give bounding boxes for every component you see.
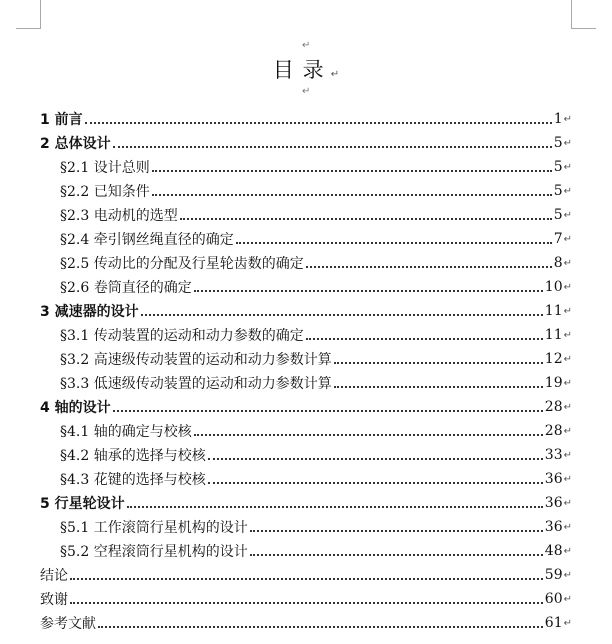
toc-entry-page-number: 11	[544, 303, 563, 319]
toc-entry-label: §2.5 传动比的分配及行星轮齿数的确定	[60, 256, 304, 272]
toc-entry-page-number: 5	[553, 135, 563, 151]
paragraph-mark-icon: ↵	[563, 473, 572, 485]
toc-entry-label: 3 减速器的设计	[40, 304, 139, 320]
toc-dot-leader	[98, 626, 543, 628]
toc-entry-label: 2 总体设计	[40, 136, 111, 152]
paragraph-mark-icon: ↵	[563, 425, 572, 437]
toc-entry[interactable]	[40, 491, 572, 515]
toc-entry[interactable]	[40, 347, 572, 371]
toc-entry-page-number: 12	[544, 351, 563, 367]
toc-dot-leader	[236, 242, 552, 244]
toc-entry[interactable]	[40, 179, 572, 203]
toc-entry[interactable]	[40, 563, 572, 587]
toc-dot-leader	[141, 314, 543, 316]
toc-dot-leader	[250, 554, 543, 556]
paragraph-mark-icon: ↵	[563, 257, 572, 269]
toc-entry[interactable]	[40, 131, 572, 155]
toc-dot-leader	[334, 386, 543, 388]
toc-entry-label: 参考文献	[40, 616, 96, 632]
toc-entry-label: §4.1 轴的确定与校核	[60, 424, 192, 440]
toc-entry-page-number: 5	[553, 183, 563, 199]
page-corner-mark-top-right	[571, 0, 596, 29]
toc-entry-label: §4.3 花键的选择与校核	[60, 472, 206, 488]
toc-entry-label: §2.3 电动机的选型	[60, 208, 178, 224]
toc-entry-label: 结论	[40, 568, 68, 584]
paragraph-mark-icon: ↵	[330, 69, 340, 80]
toc-dot-leader	[127, 506, 543, 508]
toc-entry-page-number: 48	[544, 543, 563, 559]
toc-entry[interactable]	[40, 515, 572, 539]
toc-entry[interactable]	[40, 419, 572, 443]
toc-entry[interactable]	[40, 107, 572, 131]
paragraph-mark-icon: ↵	[563, 377, 572, 389]
toc-entry-page-number: 28	[544, 423, 563, 439]
toc-entry-label: §4.2 轴承的选择与校核	[60, 448, 206, 464]
toc-dot-leader	[180, 218, 552, 220]
paragraph-mark-icon: ↵	[563, 113, 572, 125]
toc-dot-leader	[113, 146, 552, 148]
toc-entry[interactable]	[40, 251, 572, 275]
table-of-contents	[40, 107, 572, 635]
paragraph-mark-icon: ↵	[302, 40, 311, 51]
toc-entry-page-number: 36	[544, 471, 563, 487]
toc-entry-page-number: 28	[544, 399, 563, 415]
toc-title-text: 目 录	[272, 58, 325, 82]
toc-entry-page-number: 19	[544, 375, 563, 391]
paragraph-mark-icon: ↵	[563, 329, 572, 341]
toc-dot-leader	[306, 266, 552, 268]
toc-dot-leader	[306, 338, 543, 340]
toc-dot-leader	[85, 122, 552, 124]
toc-entry-page-number: 36	[544, 519, 563, 535]
toc-dot-leader	[70, 578, 543, 580]
toc-entry-page-number: 33	[544, 447, 563, 463]
toc-entry-label: §2.1 设计总则	[60, 160, 150, 176]
toc-entry-label: §5.1 工作滚筒行星机构的设计	[60, 520, 248, 536]
paragraph-mark-icon: ↵	[563, 449, 572, 461]
toc-dot-leader	[113, 410, 543, 412]
toc-entry-label: §2.6 卷筒直径的确定	[60, 280, 192, 296]
toc-entry-page-number: 7	[553, 231, 563, 247]
toc-entry-label: §2.2 已知条件	[60, 184, 150, 200]
paragraph-mark-icon: ↵	[563, 617, 572, 629]
toc-dot-leader	[194, 290, 543, 292]
toc-entry[interactable]	[40, 467, 572, 491]
toc-entry[interactable]	[40, 587, 572, 611]
paragraph-mark-icon: ↵	[563, 185, 572, 197]
toc-entry[interactable]	[40, 299, 572, 323]
toc-entry-page-number: 60	[544, 591, 563, 607]
page-corner-mark-top-left	[16, 0, 41, 29]
toc-entry-label: 致谢	[40, 592, 68, 608]
toc-entry-label: 1 前言	[40, 112, 83, 128]
toc-entry[interactable]	[40, 275, 572, 299]
toc-entry[interactable]	[40, 227, 572, 251]
toc-entry-label: §3.2 高速级传动装置的运动和动力参数计算	[60, 352, 332, 368]
toc-entry-label: §3.3 低速级传动装置的运动和动力参数计算	[60, 376, 332, 392]
paragraph-mark-icon: ↵	[563, 281, 572, 293]
paragraph-mark-icon: ↵	[563, 521, 572, 533]
toc-entry[interactable]	[40, 395, 572, 419]
toc-dot-leader	[250, 530, 543, 532]
toc-entry-page-number: 59	[544, 567, 563, 583]
toc-dot-leader	[152, 170, 552, 172]
toc-entry-page-number: 5	[553, 159, 563, 175]
paragraph-mark-icon: ↵	[563, 401, 572, 413]
toc-entry-page-number: 61	[544, 615, 563, 631]
paragraph-mark-icon: ↵	[563, 569, 572, 581]
toc-entry-page-number: 1	[553, 111, 563, 127]
paragraph-mark-icon: ↵	[563, 593, 572, 605]
toc-entry-page-number: 8	[553, 255, 563, 271]
toc-entry-page-number: 36	[544, 495, 563, 511]
toc-entry-label: §5.2 空程滚筒行星机构的设计	[60, 544, 248, 560]
toc-dot-leader	[208, 458, 543, 460]
toc-entry-label: §3.1 传动装置的运动和动力参数的确定	[60, 328, 304, 344]
toc-entry[interactable]	[40, 443, 572, 467]
toc-dot-leader	[208, 482, 543, 484]
toc-dot-leader	[70, 602, 543, 604]
toc-entry-label: 4 轴的设计	[40, 400, 111, 416]
toc-entry[interactable]	[40, 611, 572, 635]
paragraph-mark-icon: ↵	[563, 305, 572, 317]
paragraph-mark-icon: ↵	[563, 209, 572, 221]
paragraph-mark-icon: ↵	[563, 353, 572, 365]
toc-entry-label: §2.4 牵引钢丝绳直径的确定	[60, 232, 234, 248]
toc-dot-leader	[194, 434, 543, 436]
paragraph-mark-icon: ↵	[563, 497, 572, 509]
toc-title	[0, 54, 612, 84]
paragraph-mark-icon: ↵	[563, 161, 572, 173]
toc-entry[interactable]	[40, 371, 572, 395]
paragraph-mark-icon: ↵	[563, 137, 572, 149]
toc-entry[interactable]	[40, 203, 572, 227]
toc-entry[interactable]	[40, 539, 572, 563]
toc-entry[interactable]	[40, 323, 572, 347]
toc-entry-label: 5 行星轮设计	[40, 496, 125, 512]
paragraph-mark-icon: ↵	[302, 86, 311, 97]
toc-dot-leader	[152, 194, 552, 196]
toc-dot-leader	[334, 362, 543, 364]
toc-entry-page-number: 10	[544, 279, 563, 295]
paragraph-mark-icon: ↵	[563, 545, 572, 557]
toc-entry-page-number: 5	[553, 207, 563, 223]
toc-entry[interactable]	[40, 155, 572, 179]
paragraph-mark-icon: ↵	[563, 233, 572, 245]
toc-entry-page-number: 11	[544, 327, 563, 343]
